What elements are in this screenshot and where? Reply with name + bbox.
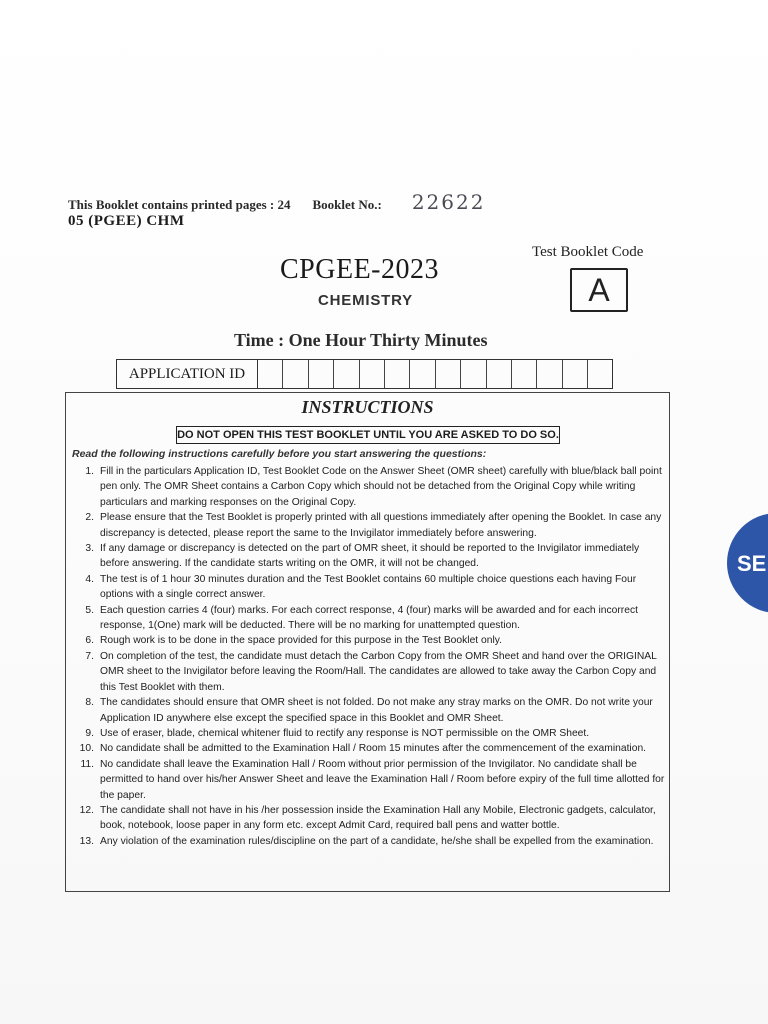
booklet-no-label: Booklet No.: [312, 197, 382, 212]
test-booklet-code-box [570, 268, 628, 312]
instruction-text: The candidate shall not have in his /her possession inside the Examination Hall any Mobile, Electronic gadgets, calculator, book, notebook, loose paper in any form etc. except Admit Card, required ball pens and watter bottle. [100, 804, 656, 832]
instruction-number: 9. [85, 727, 94, 739]
application-id-label: APPLICATION ID [117, 360, 258, 388]
instruction-item [66, 834, 666, 849]
instruction-item [66, 803, 666, 834]
instruction-text: The candidates should ensure that OMR sheet is not folded. Do not make any stray marks on the OMR. Do not write your Application ID anywhere else except the specified space in this Booklet and OMR Sheet. [100, 697, 653, 724]
instructions-lead: Read the following instructions carefully before you start answering the questions: [72, 448, 487, 460]
instruction-text: Any violation of the examination rules/discipline on the part of a candidate, he/she shall be expelled from the examination. [100, 835, 654, 847]
side-badge-text: SE [737, 551, 767, 576]
instruction-number: 5. [85, 604, 94, 616]
instruction-item [66, 633, 666, 648]
application-id-cell[interactable] [436, 360, 461, 388]
instruction-text: Use of eraser, blade, chemical whitener fluid to rectify any response is NOT permissible on the OMR Sheet. [100, 727, 590, 739]
instruction-item [66, 541, 666, 572]
instruction-number: 6. [85, 635, 94, 647]
application-id-field[interactable] [116, 359, 613, 389]
instruction-text: Fill in the particulars Application ID, Test Booklet Code on the Answer Sheet (OMR sheet) carefully with blue/black ball point pen only. The OMR Sheet contains a Carbon Copy which should not be detached from the Original Copy while writing particulars and marking responses on the Original Copy. [100, 466, 662, 508]
instruction-number: 10. [79, 743, 94, 755]
paper-code: 05 (PGEE) CHM [68, 213, 185, 229]
instruction-item [66, 510, 666, 541]
instruction-item [66, 572, 666, 603]
application-id-cell[interactable] [283, 360, 308, 388]
application-id-cell[interactable] [258, 360, 283, 388]
application-id-cell[interactable] [588, 360, 612, 388]
exam-title: CPGEE-2023 [280, 254, 439, 285]
instruction-text: If any damage or discrepancy is detected on the part of OMR sheet, it should be reported to the Invigilator immediately before answering. If the candidate starts writing on the OMR, it will not be changed. [100, 543, 640, 570]
instructions-list [66, 464, 666, 849]
instruction-item [66, 757, 666, 803]
instruction-number: 2. [85, 512, 94, 524]
test-booklet-code-label: Test Booklet Code [532, 244, 644, 260]
instruction-number: 1. [85, 466, 94, 477]
application-id-cell[interactable] [563, 360, 588, 388]
application-id-cell[interactable] [487, 360, 512, 388]
application-id-cell[interactable] [461, 360, 486, 388]
do-not-open-warning: DO NOT OPEN THIS TEST BOOKLET UNTIL YOU ARE ASKED TO DO SO. [176, 426, 560, 444]
instructions-box [65, 392, 670, 892]
application-id-cell[interactable] [512, 360, 537, 388]
instruction-text: Rough work is to be done in the space provided for this purpose in the Test Booklet only. [100, 635, 503, 647]
instruction-number: 7. [85, 650, 94, 662]
instruction-text: No candidate shall leave the Examination Hall / Room without prior permission of the Invigilator. No candidate shall be permitted to hand over his/her Answer Sheet and leave the Examination Hall / Room before expiry of the full time allotted for the paper. [100, 758, 665, 801]
application-id-cell[interactable] [410, 360, 435, 388]
instruction-number: 3. [85, 543, 94, 555]
instruction-text: The test is of 1 hour 30 minutes duration and the Test Booklet contains 60 multiple choice questions each having Four options with a single correct answer. [100, 573, 637, 601]
instruction-item [66, 649, 666, 695]
booklet-info-line [68, 190, 485, 214]
instruction-text: On completion of the test, the candidate must detach the Carbon Copy from the OMR Sheet and hand over the ORIGINAL OMR sheet to the Invigilator before leaving the Room/Hall. The candidates are allowed to take away the Carbon Copy and this Test Booklet with them. [100, 650, 657, 693]
instruction-number: 8. [85, 697, 94, 709]
test-booklet-code: A [588, 271, 610, 308]
printed-pages-text: This Booklet contains printed pages : 24 [68, 197, 291, 212]
instructions-title: INSTRUCTIONS [301, 397, 434, 417]
instruction-number: 11. [80, 758, 94, 770]
application-id-cell[interactable] [385, 360, 410, 388]
instruction-item [66, 741, 666, 756]
application-id-cell[interactable] [334, 360, 359, 388]
instruction-item [66, 695, 666, 726]
instruction-number: 13. [79, 835, 94, 847]
application-id-cell[interactable] [309, 360, 334, 388]
instruction-text: Please ensure that the Test Booklet is properly printed with all questions immediately after opening the Booklet. In case any discrepancy is detected, please report the same to the Invigilator immediately before answering. [100, 512, 662, 539]
exam-duration: Time : One Hour Thirty Minutes [234, 330, 488, 350]
instruction-item [66, 726, 666, 741]
instruction-item [66, 603, 666, 634]
application-id-cell[interactable] [537, 360, 562, 388]
instruction-number: 4. [85, 573, 94, 585]
side-badge[interactable] [727, 513, 768, 613]
subject-name: CHEMISTRY [318, 292, 413, 309]
instruction-item [66, 464, 666, 510]
instruction-number: 12. [79, 804, 94, 816]
booklet-number: 22622 [411, 190, 486, 214]
instruction-text: No candidate shall be admitted to the Examination Hall / Room 15 minutes after the commencement of the examination. [100, 743, 647, 755]
application-id-cell[interactable] [360, 360, 385, 388]
instruction-text: Each question carries 4 (four) marks. For each correct response, 4 (four) marks will be awarded and for each incorrect response, 1(One) mark will be deducted. There will be no marking for unattempted question. [100, 604, 638, 632]
